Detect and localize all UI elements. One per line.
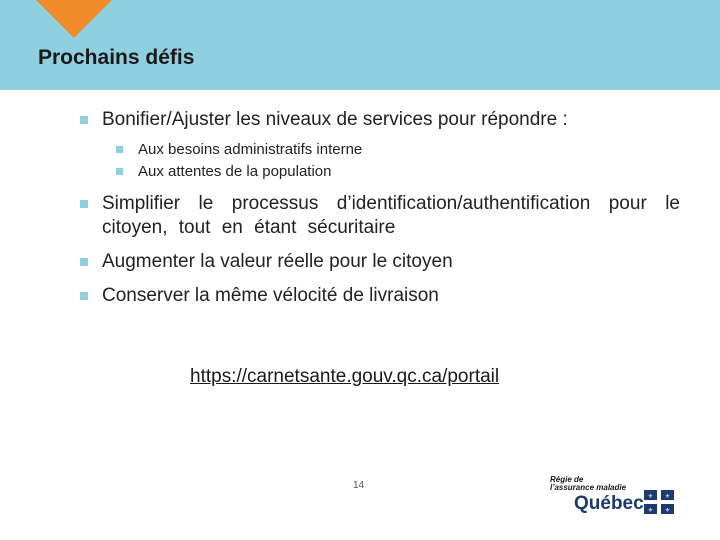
sub-bullet-item [80,140,680,160]
square-bullet-icon [80,200,88,208]
logo-quebec-wordmark: Québec [574,493,644,514]
page-number: 14 [353,480,365,491]
sub-bullet-list [80,140,680,182]
svg-text:⚜: ⚜ [664,493,671,500]
ramq-logo [548,476,678,518]
square-bullet-icon [80,292,88,300]
portal-link[interactable]: https://carnetsante.gouv.qc.ca/portail [190,366,500,387]
bullet-item [80,192,680,240]
slide-title: Prochains défis [38,46,195,69]
quebec-flag-icon [644,490,674,514]
svg-text:⚜: ⚜ [664,507,671,514]
orange-triangle-accent [36,0,112,38]
bullet-list [80,108,680,318]
slide-header [0,0,720,90]
sub-bullet-item [80,162,680,182]
bullet-text: Bonifier/Ajuster les niveaux de services pour répondre : [102,109,568,130]
square-bullet-icon [80,116,88,124]
bullet-item [80,108,680,132]
svg-text:⚜: ⚜ [647,507,654,514]
bullet-text: Conserver la même vélocité de livraison [102,285,439,306]
bullet-item [80,284,680,308]
bullet-item [80,250,680,274]
square-bullet-icon [116,146,123,153]
bullet-text: Simplifier le processus d’identification/authentification pour le citoyen, tout en étant sécuritaire [102,193,680,238]
svg-text:⚜: ⚜ [647,493,654,500]
logo-agency-name: Régie de l’assurance maladie [550,475,627,492]
square-bullet-icon [116,168,123,175]
sub-bullet-text: Aux attentes de la population [138,163,332,180]
bullet-text: Augmenter la valeur réelle pour le citoyen [102,251,453,272]
square-bullet-icon [80,258,88,266]
sub-bullet-text: Aux besoins administratifs interne [138,141,363,158]
